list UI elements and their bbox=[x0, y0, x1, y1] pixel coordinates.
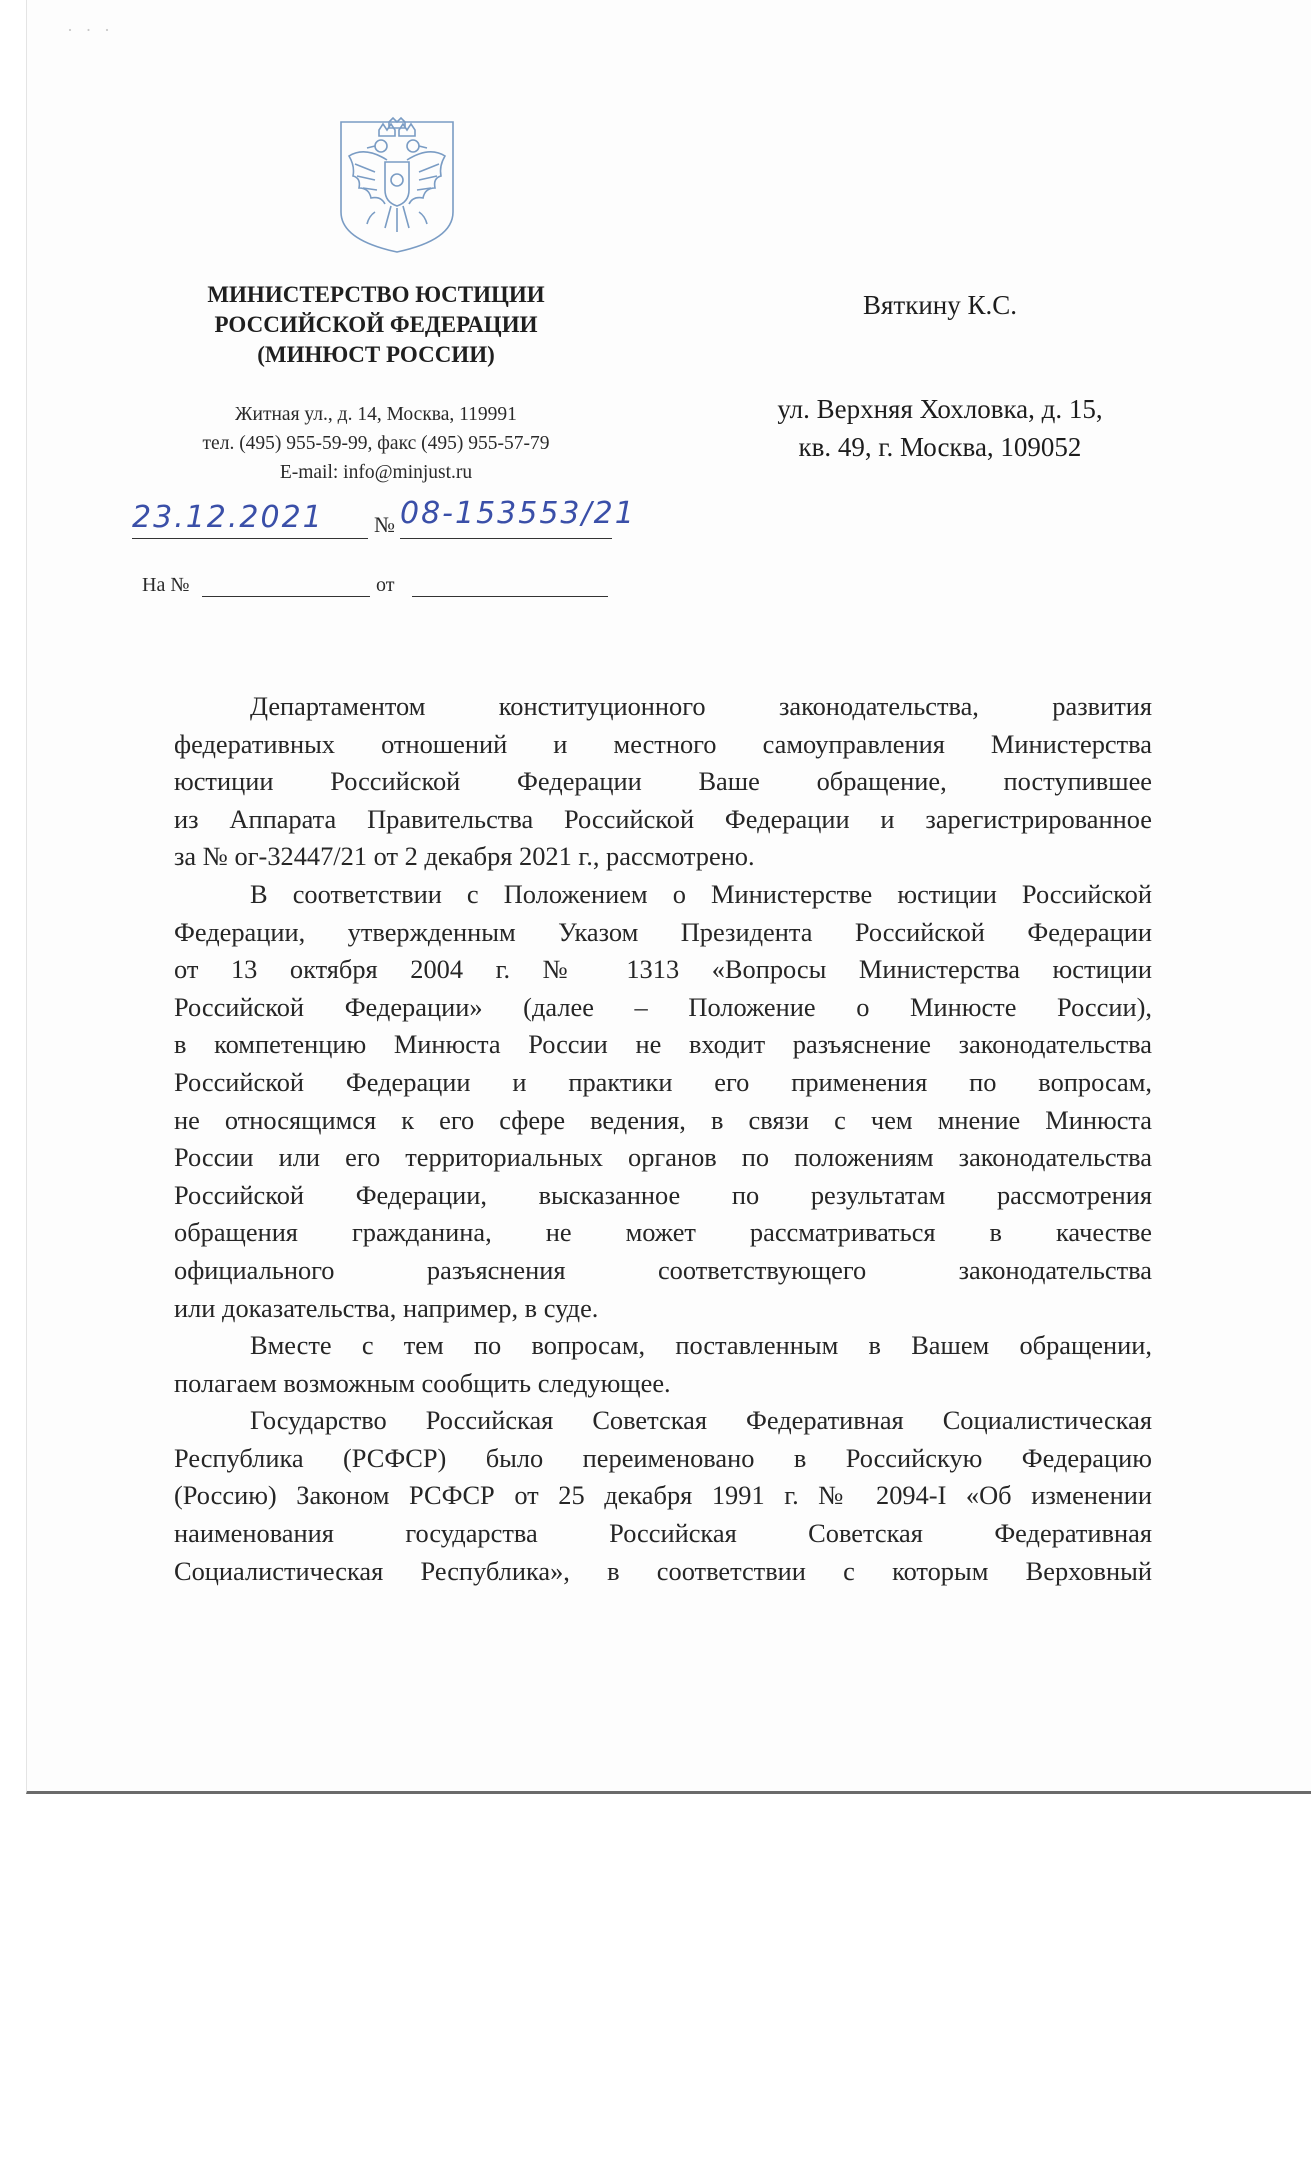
sender-address: Житная ул., д. 14, Москва, 119991 bbox=[235, 404, 517, 425]
body-line: наименования государства Российская Советская Федеративная bbox=[174, 1518, 1152, 1549]
body-line: В соответствии с Положением о Министерстве юстиции Российской bbox=[250, 878, 1152, 909]
number-label: № bbox=[374, 512, 395, 537]
body-line: из Аппарата Правительства Российской Федерации и зарегистрированное bbox=[174, 803, 1152, 834]
body-line: Российской Федерации, высказанное по результатам рассмотрения bbox=[174, 1179, 1152, 1210]
body-paragraph bbox=[174, 1327, 1152, 1402]
body-paragraph bbox=[174, 1402, 1152, 1590]
date-underline bbox=[132, 538, 368, 539]
body-line: Вместе с тем по вопросам, поставленным в Вашем обращении, bbox=[250, 1330, 1152, 1361]
recipient-name: Вяткину К.С. bbox=[862, 290, 1017, 320]
number-underline bbox=[400, 538, 612, 539]
reference-number-blank bbox=[202, 596, 370, 597]
body-paragraph bbox=[174, 876, 1152, 1327]
reference-from-label: от bbox=[376, 574, 395, 596]
body-line: обращения гражданина, не может рассматриваться в качестве bbox=[174, 1217, 1152, 1248]
sender-phone-fax: тел. (495) 955-59-99, факс (495) 955-57-79 bbox=[202, 433, 550, 454]
body-line: юстиции Российской Федерации Ваше обращение, поступившее bbox=[174, 766, 1152, 797]
scan-specks: · · · bbox=[67, 20, 114, 40]
sender-email: E-mail: info@minjust.ru bbox=[279, 462, 473, 483]
body-line: или доказательства, например, в суде. bbox=[174, 1292, 599, 1323]
sender-contacts bbox=[150, 400, 602, 487]
body-line: Российской Федерации» (далее – Положение о Минюсте России), bbox=[174, 991, 1152, 1022]
body-line: за № ог-32447/21 от 2 декабря 2021 г., рассмотрено. bbox=[174, 841, 755, 872]
ministry-line: (МИНЮСТ РОССИИ) bbox=[257, 342, 495, 367]
reference-date-blank bbox=[412, 596, 608, 597]
body-line: Департаментом конституционного законодательства, развития bbox=[250, 691, 1152, 721]
body-line: федеративных отношений и местного самоуправления Министерства bbox=[174, 728, 1152, 759]
ministry-name bbox=[150, 280, 602, 370]
body-line: Государство Российская Советская Федеративная Социалистическая bbox=[250, 1405, 1152, 1436]
body-line: Федерации, утвержденным Указом Президента Российской Федерации bbox=[174, 916, 1152, 947]
body-line: России или его территориальных органов по положениям законодательства bbox=[174, 1142, 1152, 1173]
registration-number: 08-153553/21 bbox=[400, 496, 636, 531]
letter-body bbox=[174, 688, 1152, 1590]
body-line: Республика (РСФСР) было переименовано в Российскую Федерацию bbox=[174, 1442, 1152, 1473]
reference-number-label: На № bbox=[142, 574, 190, 596]
body-line: не относящимся к его сфере ведения, в связи с чем мнение Минюста bbox=[174, 1104, 1152, 1135]
body-line: полагаем возможным сообщить следующее. bbox=[174, 1367, 671, 1398]
body-line: (Россию) Законом РСФСР от 25 декабря 1991 г. № 2094-I «Об изменении bbox=[174, 1480, 1152, 1511]
recipient-address-line: ул. Верхняя Хохловка, д. 15, bbox=[777, 394, 1103, 424]
body-line: официального разъяснения соответствующего законодательства bbox=[174, 1254, 1152, 1285]
body-line: от 13 октября 2004 г. № 1313 «Вопросы Министерства юстиции bbox=[174, 954, 1152, 985]
recipient-address bbox=[700, 390, 1180, 466]
recipient-address-line: кв. 49, г. Москва, 109052 bbox=[798, 432, 1082, 462]
registration-date: 23.12.2021 bbox=[132, 500, 324, 535]
body-line: в компетенцию Минюста России не входит разъяснение законодательства bbox=[174, 1029, 1152, 1060]
body-paragraph bbox=[174, 688, 1152, 876]
coat-of-arms-icon bbox=[335, 116, 459, 256]
body-line: Социалистическая Республика», в соответствии с которым Верховный bbox=[174, 1555, 1152, 1586]
body-line: Российской Федерации и практики его применения по вопросам, bbox=[174, 1066, 1152, 1097]
ministry-line: МИНИСТЕРСТВО ЮСТИЦИИ bbox=[207, 282, 545, 307]
ministry-line: РОССИЙСКОЙ ФЕДЕРАЦИИ bbox=[214, 312, 538, 337]
